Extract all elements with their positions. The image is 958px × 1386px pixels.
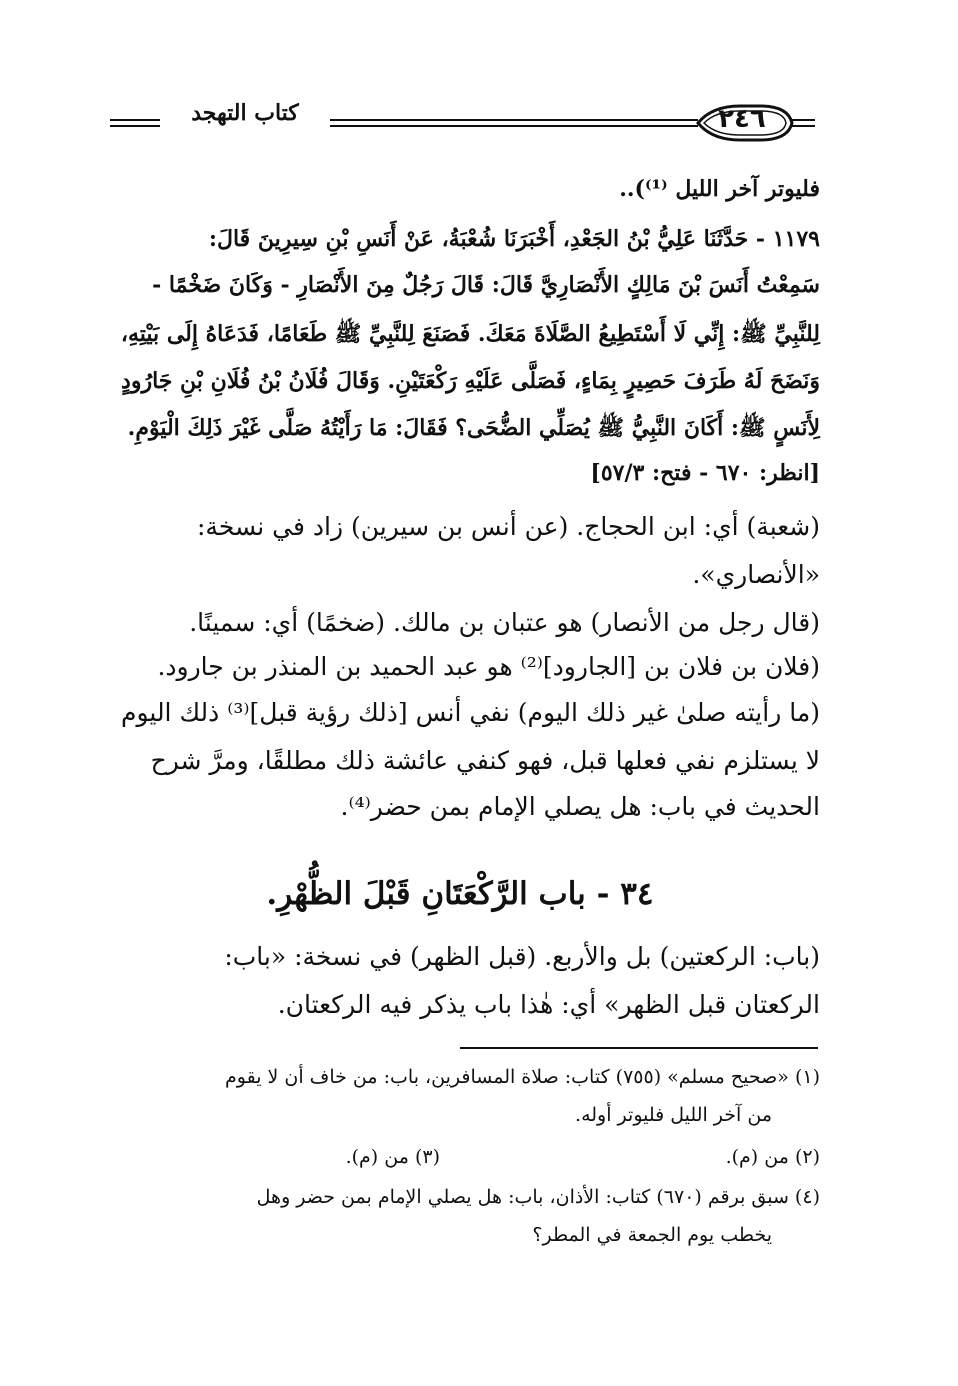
footnote-line: (٤) سبق برقم (٦٧٠) كتاب: الأذان، باب: هل يصلي الإمام بمن حضر وهل <box>256 1186 820 1208</box>
commentary-line: الحديث في باب: هل يصلي الإمام بمن حضر⁽⁴⁾. <box>340 792 820 821</box>
commentary-line: (ما رأيته صلىٰ غير ذلك اليوم) نفي أنس [ذلك رؤية قبل]⁽³⁾ ذلك اليوم <box>121 698 820 727</box>
hadith-line: ١١٧٩ - حَدَّثَنَا عَلِيُّ بْنُ الجَعْدِ، أَخْبَرَنَا شُعْبَةُ، عَنْ أَنَسِ بْنِ سِيرِينَ قَالَ: <box>208 226 820 252</box>
hadith-reference: [انظر: ٦٧٠ - فتح: ٥٧/٣] <box>590 460 820 486</box>
footnote-line: (٢) من (م). <box>725 1146 820 1168</box>
hadith-line: سَمِعْتُ أَنَسَ بْنَ مَالِكٍ الأَنْصَارِيَّ قَالَ: قَالَ رَجُلٌ مِنَ الأَنْصَارِ - وَكَانَ ضَخْمًا - <box>152 272 820 298</box>
hadith-line: لِأَنَسٍ ﷺ: أَكَانَ النَّبِيُّ ﷺ يُصَلِّي الضُّحَى؟ فَقَالَ: مَا رَأَيْتُهُ صَلَّى غَيْرَ ذَلِكَ الْيَوْمِ. <box>127 415 820 441</box>
footnote-line: (١) «صحيح مسلم» (٧٥٥) كتاب: صلاة المسافرين، باب: من خاف أن لا يقوم <box>225 1066 820 1088</box>
hadith-line: لِلنَّبِيِّ ﷺ: إِنِّي لَا أَسْتَطِيعُ الصَّلَاةَ مَعَكَ. فَصَنَعَ لِلنَّبِيِّ ﷺ طَعَامًا، فَدَعَاهُ إِلَى بَيْتِهِ، <box>120 321 820 347</box>
footnote-line: يخطب يوم الجمعة في المطر؟ <box>532 1224 772 1246</box>
commentary-line: (قال رجل من الأنصار) هو عتبان بن مالك. (ضخمًا) أي: سمينًا. <box>189 608 820 637</box>
commentary-line: (شعبة) أي: ابن الحجاج. (عن أنس بن سيرين) زاد في نسخة: <box>197 512 820 541</box>
hadith-line: وَنَضَحَ لَهُ طَرَفَ حَصِيرٍ بِمَاءٍ، فَصَلَّى عَلَيْهِ رَكْعَتَيْنِ. وَقَالَ فُلَانُ بْنُ فُلَانِ بْنِ جَارُودٍ <box>121 368 820 394</box>
commentary-line: لا يستلزم نفي فعلها قبل، فهو كنفي عائشة ذلك مطلقًا، ومرَّ شرح <box>150 746 820 775</box>
footnote-line: من آخر الليل فليوتر أوله. <box>575 1104 772 1126</box>
hadith-line: فليوتر آخر الليل ⁽¹⁾).. <box>619 176 820 202</box>
section-line: (باب: الركعتين) بل والأربع. (قبل الظهر) في نسخة: «باب: <box>224 942 820 971</box>
page-number: ٢٤٦ <box>718 104 766 134</box>
section-heading: ٣٤ - باب الرَّكْعَتَانِ قَبْلَ الظُّهْرِ. <box>266 876 654 912</box>
section-line: الركعتان قبل الظهر» أي: هٰذا باب يذكر فيه الركعتان. <box>277 990 820 1019</box>
commentary-line: «الأنصاري». <box>692 560 820 589</box>
commentary-line: (فلان بن فلان بن [الجارود]⁽²⁾ هو عبد الحميد بن المنذر بن جارود. <box>157 652 820 681</box>
footnotes-block <box>100 0 820 1386</box>
footnote-line: (٣) من (م). <box>345 1146 440 1168</box>
running-title: كتاب التهجد <box>191 100 299 126</box>
